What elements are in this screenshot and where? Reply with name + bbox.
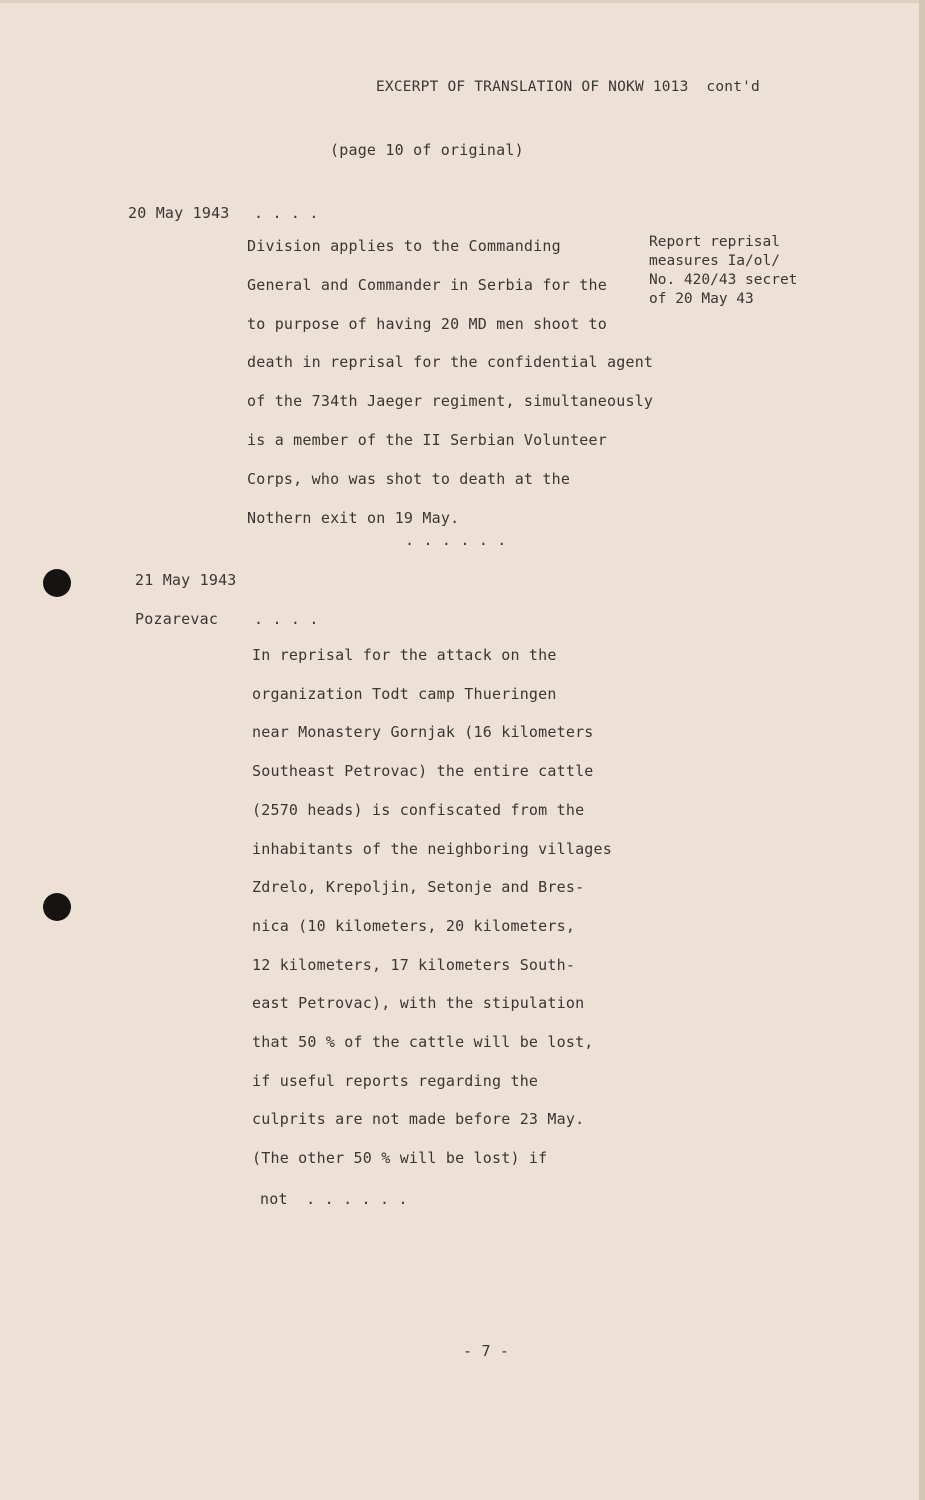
paper-top-edge — [0, 0, 925, 3]
entry-2-line: In reprisal for the attack on the — [252, 646, 557, 664]
entry-2-line: culprits are not made before 23 May. — [252, 1110, 585, 1128]
entry-2-date: 21 May 1943 — [135, 571, 237, 589]
entry-2-line: (The other 50 % will be lost) if — [252, 1149, 548, 1167]
entry-1-line: General and Commander in Serbia for the — [247, 276, 607, 294]
entry-1-line: is a member of the II Serbian Volunteer — [247, 431, 607, 449]
entry-1-line: Division applies to the Commanding — [247, 237, 561, 255]
report-reference-note — [649, 233, 797, 309]
entry-2-line: near Monastery Gornjak (16 kilometers — [252, 723, 594, 741]
binder-punch-hole — [43, 569, 71, 597]
entry-2-line: Zdrelo, Krepoljin, Setonje and Bres- — [252, 878, 585, 896]
entry-2-line: inhabitants of the neighboring villages — [252, 840, 612, 858]
entry-2-line: east Petrovac), with the stipulation — [252, 994, 585, 1012]
entry-2-line: 12 kilometers, 17 kilometers South- — [252, 956, 576, 974]
paper-right-edge — [919, 0, 925, 1500]
entry-2-line: nica (10 kilometers, 20 kilometers, — [252, 917, 576, 935]
entry-2-line: not . . . . . . — [260, 1190, 408, 1208]
note-line: Report reprisal — [649, 234, 780, 250]
entry-1-ellipsis: . . . . — [254, 204, 319, 222]
entry-2-place: Pozarevac — [135, 610, 219, 628]
entry-1-line: Corps, who was shot to death at the — [247, 470, 571, 488]
binder-punch-hole — [43, 893, 71, 921]
entry-1-line: Nothern exit on 19 May. — [247, 509, 460, 527]
entry-1-line: death in reprisal for the confidential agent — [247, 353, 654, 371]
entry-2-line: that 50 % of the cattle will be lost, — [252, 1033, 594, 1051]
entry-2-line: (2570 heads) is confiscated from the — [252, 801, 585, 819]
note-line: measures Ia/ol/ — [649, 253, 780, 269]
page-reference: (page 10 of original) — [330, 141, 524, 159]
page-number: - 7 - — [463, 1342, 510, 1360]
entry-1-date: 20 May 1943 — [128, 204, 230, 222]
document-header: EXCERPT OF TRANSLATION OF NOKW 1013 cont'd — [376, 79, 760, 95]
entry-2-line: Southeast Petrovac) the entire cattle — [252, 762, 594, 780]
entry-2-line: organization Todt camp Thueringen — [252, 685, 557, 703]
entry-2-line: if useful reports regarding the — [252, 1072, 539, 1090]
note-line: No. 420/43 secret — [649, 272, 798, 288]
section-separator-dots: . . . . . . — [405, 531, 507, 549]
note-line: of 20 May 43 — [649, 291, 754, 307]
entry-1-line: of the 734th Jaeger regiment, simultaneously — [247, 392, 654, 410]
entry-2-ellipsis: . . . . — [254, 610, 319, 628]
entry-1-line: to purpose of having 20 MD men shoot to — [247, 315, 607, 333]
